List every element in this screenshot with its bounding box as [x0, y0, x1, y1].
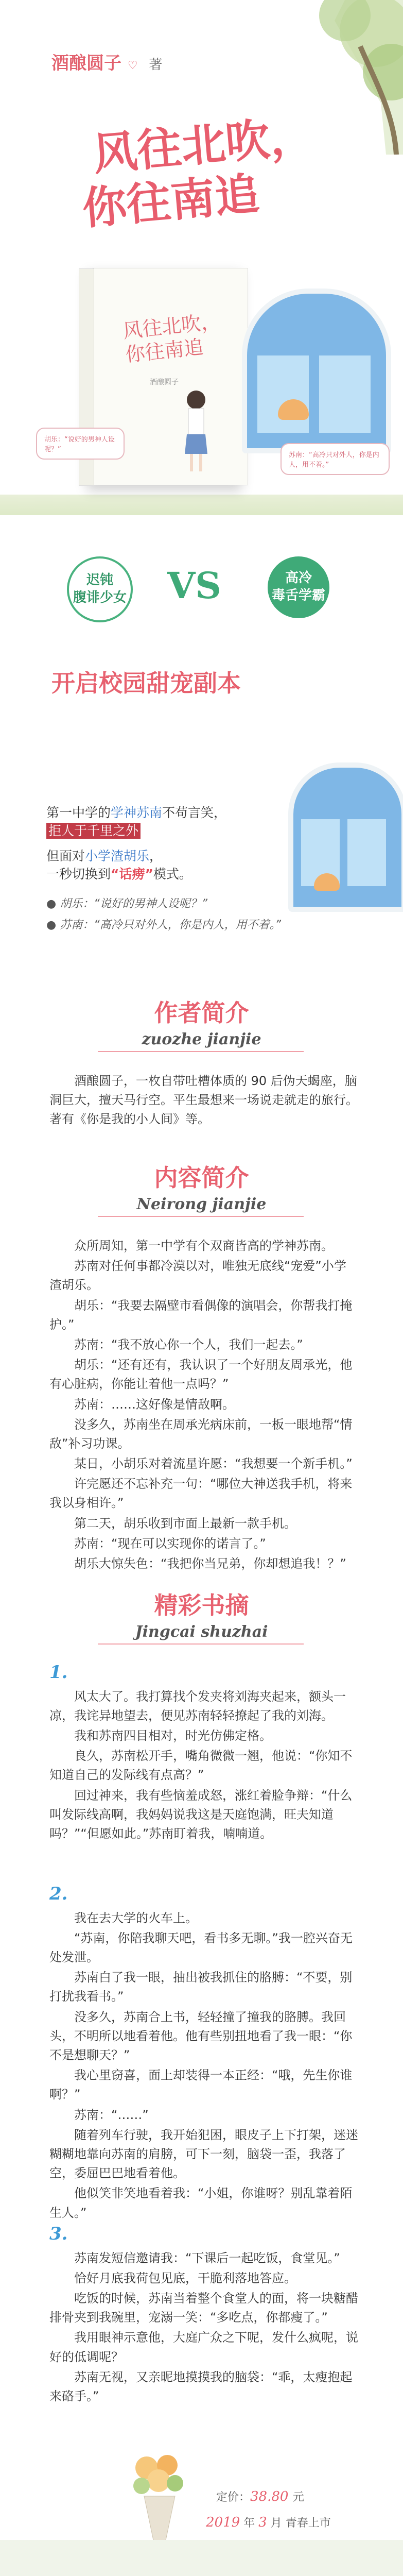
- price: 定价：38.80 元: [216, 2489, 304, 2504]
- intro-block: [46, 804, 288, 934]
- content-paragraph: 苏南：“我不放心你一个人，我们一起去。”: [74, 1337, 303, 1352]
- book-title-line-2: 你往南追: [80, 167, 261, 235]
- section-content-pinyin: Neirong jianjie: [136, 1195, 267, 1213]
- heart-icon: ♡: [127, 59, 138, 72]
- excerpt-paragraph: 我和苏南四目相对，时光仿佛定格。: [74, 1728, 272, 1743]
- excerpt-paragraph: 苏南无视，又亲昵地摸摸我的脑袋：“乖，太瘦抱起来硌手。”: [49, 2369, 353, 2403]
- section-author-header: [0, 994, 403, 1048]
- badge-right: 高冷 毒舌学霸: [268, 556, 329, 618]
- content-paragraph: 某日，小胡乐对着流星许愿：“我想要一个新手机。”: [74, 1456, 353, 1471]
- excerpt-paragraph: 恰好月底我荷包见底，干脆利落地答应。: [74, 2270, 296, 2285]
- content-paragraph: 胡乐大惊失色：“我把你当兄弟，你却想追我！？”: [74, 1556, 346, 1571]
- content-summary: [49, 1236, 358, 1574]
- publish-date: 2019 年 3 月 青春上市: [206, 2515, 331, 2530]
- badge-left: 迟钝 腹诽少女: [67, 556, 133, 622]
- excerpt-3: [49, 2221, 358, 2407]
- content-paragraph: 苏南：“现在可以实现你的诺言了。”: [74, 1536, 266, 1551]
- excerpt-number: 2.: [49, 1884, 68, 1904]
- girl-illustration: [176, 387, 217, 474]
- intro-line-1: 第一中学的学神苏南不苟言笑，: [46, 805, 227, 820]
- speech-bubble-right: 苏南：“高冷只对外人，你是内人，用不着。”: [281, 443, 390, 475]
- excerpt-paragraph: 吃饭的时候，苏南当着整个食堂人的面，将一块糖醋排骨夹到我碗里，宠溺一笑：“多吃点，你都瘦了。”: [49, 2291, 358, 2325]
- content-paragraph: 许完愿还不忘补充一句：“哪位大神送我手机，将来我以身相许。”: [49, 1477, 353, 1511]
- book-title: [80, 109, 321, 235]
- author-bio: [49, 1072, 358, 1130]
- excerpt-paragraph: 没多久，苏南合上书，轻轻撞了撞我的胳膊。我回头，不明所以地看着他。他有些别扭地看了我一眼：“你不是想聊天？”: [49, 2009, 353, 2062]
- excerpt-paragraph: 苏南白了我一眼，抽出被我抓住的胳膊：“不要，别打扰我看书。”: [49, 1970, 353, 2004]
- author-zhu: 著: [149, 57, 163, 73]
- section-excerpt-title: 精彩书摘: [154, 1591, 249, 1619]
- excerpt-paragraph: 风太大了。我打算找个发夹将刘海夹起来，额头一凉，我诧异地望去，便见苏南轻轻撩起了我的刘海。: [49, 1689, 346, 1723]
- bouquet-illustration: [124, 2447, 196, 2550]
- excerpt-paragraph: 我在去大学的火车上。: [74, 1910, 198, 1925]
- book-title-line-1: 风往北吹，: [91, 109, 317, 181]
- excerpt-number: 3.: [49, 2224, 68, 2244]
- content-paragraph: 苏南对任何事都冷漠以对，唯独无底线“宠爱”小学渣胡乐。: [49, 1259, 346, 1293]
- content-paragraph: 没多久，苏南坐在周承光病床前，一板一眼地帮“情敌”补习功课。: [49, 1417, 353, 1451]
- quote-huyue: ● 胡乐：“说好的男神人设呢？”: [46, 897, 207, 910]
- content-paragraph: 苏南：……这好像是情敌啊。: [74, 1397, 235, 1412]
- intro-line-4: 一秒切换到“话痨”模式。: [46, 867, 192, 882]
- section-content-title: 内容简介: [154, 1164, 249, 1192]
- tagline: 开启校园甜宠副本: [51, 669, 241, 697]
- cover-title: [122, 310, 224, 367]
- speech-bubble-left: 胡乐：“说好的男神人设呢？”: [36, 428, 125, 460]
- intro-line-2: 拒人于千里之外: [46, 822, 288, 840]
- author-name: 酒酿圆子: [51, 53, 121, 74]
- window-illustration: [242, 289, 391, 453]
- excerpt-paragraph: 苏南发短信邀请我：“下课后一起吃饭，食堂见。”: [74, 2250, 340, 2265]
- cover-title-line-2: 你往南追: [124, 335, 205, 366]
- grass-decoration: [0, 495, 403, 515]
- content-paragraph: 第二天，胡乐收到市面上最新一款手机。: [74, 1516, 296, 1531]
- quote-sunan: ● 苏南：“高冷只对外人，你是内人，用不着。”: [46, 918, 281, 931]
- excerpt-1: [49, 1659, 358, 1844]
- excerpt-paragraph: 苏南：“……”: [74, 2107, 149, 2122]
- content-paragraph: 众所周知，第一中学有个双商皆高的学神苏南。: [74, 1239, 334, 1253]
- section-excerpt-pinyin: Jingcai shuzhai: [135, 1623, 268, 1641]
- cover-title-line-1: 风往北吹，: [121, 310, 222, 343]
- section-excerpt-header: [0, 1587, 403, 1641]
- bottom-grass: [0, 2540, 403, 2576]
- section-content-header: [0, 1159, 403, 1213]
- intro-line-3: 但面对小学渣胡乐，: [46, 849, 163, 863]
- excerpt-paragraph: “苏南，你陪我聊天吧，看书多无聊。”我一腔兴奋无处发泄。: [49, 1930, 353, 1965]
- excerpt-paragraph: 我心里窃喜，面上却装得一本正经：“哦，先生你谁啊？”: [49, 2068, 353, 2102]
- excerpt-2: [49, 1880, 358, 2224]
- section-author-title: 作者简介: [154, 999, 249, 1027]
- excerpt-paragraph: 他似笑非笑地看着我：“小姐，你谁呀？别乱靠着陌生人。”: [49, 2186, 353, 2220]
- content-paragraph: 胡乐：“还有还有，我认识了一个好朋友周承光，他有心脏病，你能让着他一点吗？”: [49, 1358, 353, 1392]
- excerpt-paragraph: 随着列车行驶，我开始犯困，眼皮子上下打架，迷迷糊糊地靠向苏南的肩膀，可下一刻，脑袋一歪，我落了空，委屈巴巴地看着他。: [49, 2127, 358, 2181]
- content-paragraph: 胡乐：“我要去隔壁市看偶像的演唱会，你帮我打掩护。”: [49, 1298, 353, 1332]
- intro-window-illustration: [288, 762, 403, 912]
- excerpt-paragraph: 回过神来，我有些恼羞成怒，涨红着脸争辩：“什么叫发际线高啊，我妈妈说我这是天庭饱满，旺夫知道吗？”“但愿如此。”苏南盯着我，喃喃道。: [49, 1788, 353, 1841]
- cover-author: 酒酿圆子: [150, 378, 179, 386]
- excerpt-paragraph: 我用眼神示意他，大庭广众之下呢，发什么疯呢，说好的低调呢？: [49, 2330, 358, 2364]
- section-author-pinyin: zuozhe jianjie: [142, 1030, 261, 1048]
- excerpt-paragraph: 良久，苏南松开手，嘴角微微一翘，他说：“你知不知道自己的发际线有点高？”: [49, 1749, 353, 1783]
- excerpt-number: 1.: [49, 1662, 68, 1683]
- author-line: [51, 49, 162, 74]
- author-bio-paragraph: 酒酿圆子，一枚自带吐槽体质的 90 后伪天蝎座，脑洞巨大，擅天马行空。平生最想来一场说走就走的旅行。著有《你是我的小人间》等。: [49, 1074, 358, 1127]
- vs-label: VS: [167, 564, 221, 607]
